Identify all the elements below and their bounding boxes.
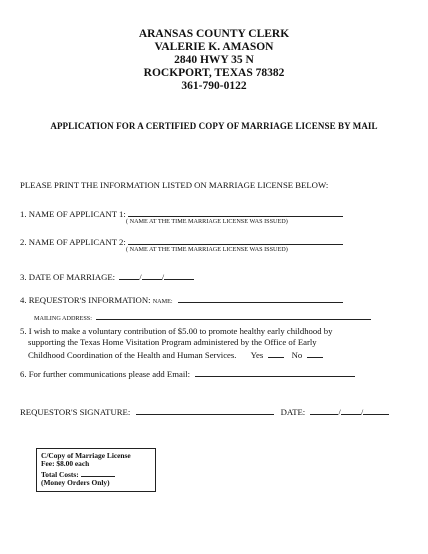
signature-date-day-field[interactable] (341, 405, 361, 415)
mailing-row (34, 310, 371, 322)
email-field[interactable] (195, 367, 355, 377)
email-row (20, 367, 355, 379)
applicant1-note: ( NAME AT THE TIME MARRIAGE LICENSE WAS ISSUED) (126, 218, 288, 225)
requestor-row (20, 293, 343, 305)
requestor-label: 4. REQUESTOR'S INFORMATION: (20, 295, 151, 305)
header-street: 2840 HWY 35 N (174, 54, 254, 66)
no-field[interactable] (307, 348, 323, 358)
contribution-line-3-row (28, 348, 323, 360)
signature-row: REQUESTOR'S SIGNATURE: DATE: / / (20, 405, 389, 417)
marriage-date-year-field[interactable] (164, 270, 194, 280)
signature-date-month-field[interactable] (310, 405, 338, 415)
requestor-name-field[interactable] (178, 293, 343, 303)
marriage-date-day-field[interactable] (142, 270, 162, 280)
contribution-line-2: supporting the Texas Home Visitation Program administered by the Office of Early (28, 337, 317, 347)
fee-box-title: C/Copy of Marriage License (41, 451, 131, 460)
yes-label: Yes (250, 350, 264, 360)
applicant2-label: 2. NAME OF APPLICANT 2: (20, 237, 126, 247)
requestor-name-label: NAME: (152, 298, 173, 305)
signature-field[interactable] (136, 405, 274, 415)
total-costs-field[interactable] (81, 469, 115, 477)
contribution-line-3: Childhood Coordination of the Health and Human Services. (28, 350, 237, 360)
yes-field[interactable] (268, 348, 284, 358)
header-phone: 361-790-0122 (181, 80, 247, 92)
signature-label: REQUESTOR'S SIGNATURE: (20, 407, 131, 417)
applicant2-note: ( NAME AT THE TIME MARRIAGE LICENSE WAS ISSUED) (126, 246, 288, 253)
applicant1-label: 1. NAME OF APPLICANT 1: (20, 209, 126, 219)
form-title: APPLICATION FOR A CERTIFIED COPY OF MARRIAGE LICENSE BY MAIL (50, 121, 378, 131)
no-label: No (291, 350, 303, 360)
instructions: PLEASE PRINT THE INFORMATION LISTED ON MARRIAGE LICENSE BELOW: (20, 180, 329, 190)
applicant2-field[interactable] (128, 235, 343, 245)
signature-date-label: DATE: (280, 407, 306, 417)
total-costs-label: Total Costs: (41, 469, 79, 479)
header-city: ROCKPORT, TEXAS 78382 (143, 67, 285, 79)
marriage-date-month-field[interactable] (119, 270, 139, 280)
email-label: 6. For further communications please add Email: (20, 369, 191, 379)
header-office: ARANSAS COUNTY CLERK (138, 28, 290, 40)
mailing-address-label: MAILING ADDRESS: (34, 315, 92, 322)
contribution-line-1: 5. I wish to make a voluntary contribution of $5.00 to promote healthy early childhood by (20, 326, 333, 336)
fee-box (36, 448, 156, 492)
mailing-address-field[interactable] (96, 310, 371, 320)
signature-date-year-field[interactable] (363, 405, 389, 415)
marriage-date-row: 3. DATE OF MARRIAGE: / / (20, 270, 194, 282)
marriage-date-label: 3. DATE OF MARRIAGE: (20, 272, 116, 282)
payment-note: (Money Orders Only) (41, 478, 110, 488)
fee-amount: Fee: $8.00 each (41, 459, 90, 469)
header-clerk-name: VALERIE K. AMASON (154, 41, 274, 53)
clerk-header (0, 28, 428, 93)
applicant1-field[interactable] (128, 207, 343, 217)
